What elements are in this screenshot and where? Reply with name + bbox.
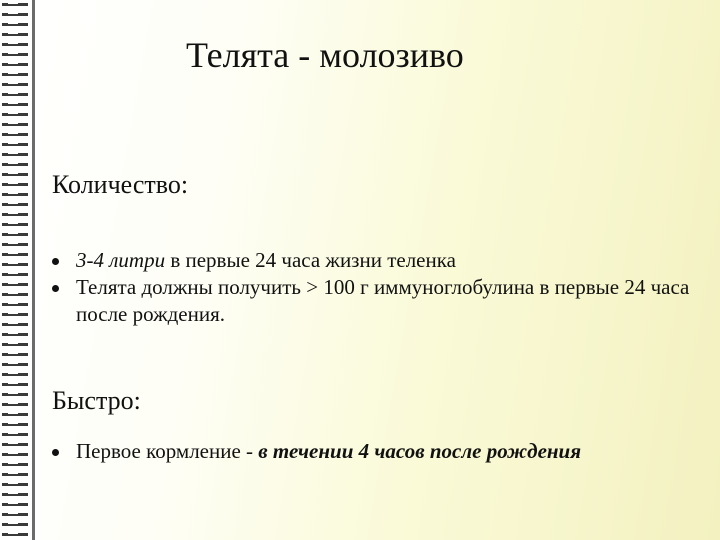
list-item	[52, 247, 712, 274]
quantity-list	[52, 247, 712, 328]
list-item-emphasis: в течении 4 часов после рождения	[258, 439, 582, 463]
spiral-binding	[0, 0, 40, 540]
list-item	[52, 274, 712, 328]
bullet-icon	[52, 258, 59, 265]
section-heading-quantity: Количество:	[52, 170, 189, 199]
bullet-icon	[52, 449, 59, 456]
list-item-emphasis: 3-4 литри	[76, 248, 166, 272]
bullet-icon	[52, 285, 59, 292]
spiral-gap	[8, 0, 18, 540]
list-item-text: Первое кормление -	[76, 439, 259, 463]
slide-title: Телята - молозиво	[186, 35, 464, 75]
list-item-text: Телята должны получить > 100 г иммуноглобулина в первые 24 часа после рождения.	[76, 275, 690, 326]
list-item-text: в первые 24 часа жизни теленка	[165, 248, 456, 272]
fast-list	[52, 438, 712, 465]
section-heading-fast: Быстро:	[52, 386, 141, 415]
list-item	[52, 438, 712, 465]
page-edge	[32, 0, 35, 540]
